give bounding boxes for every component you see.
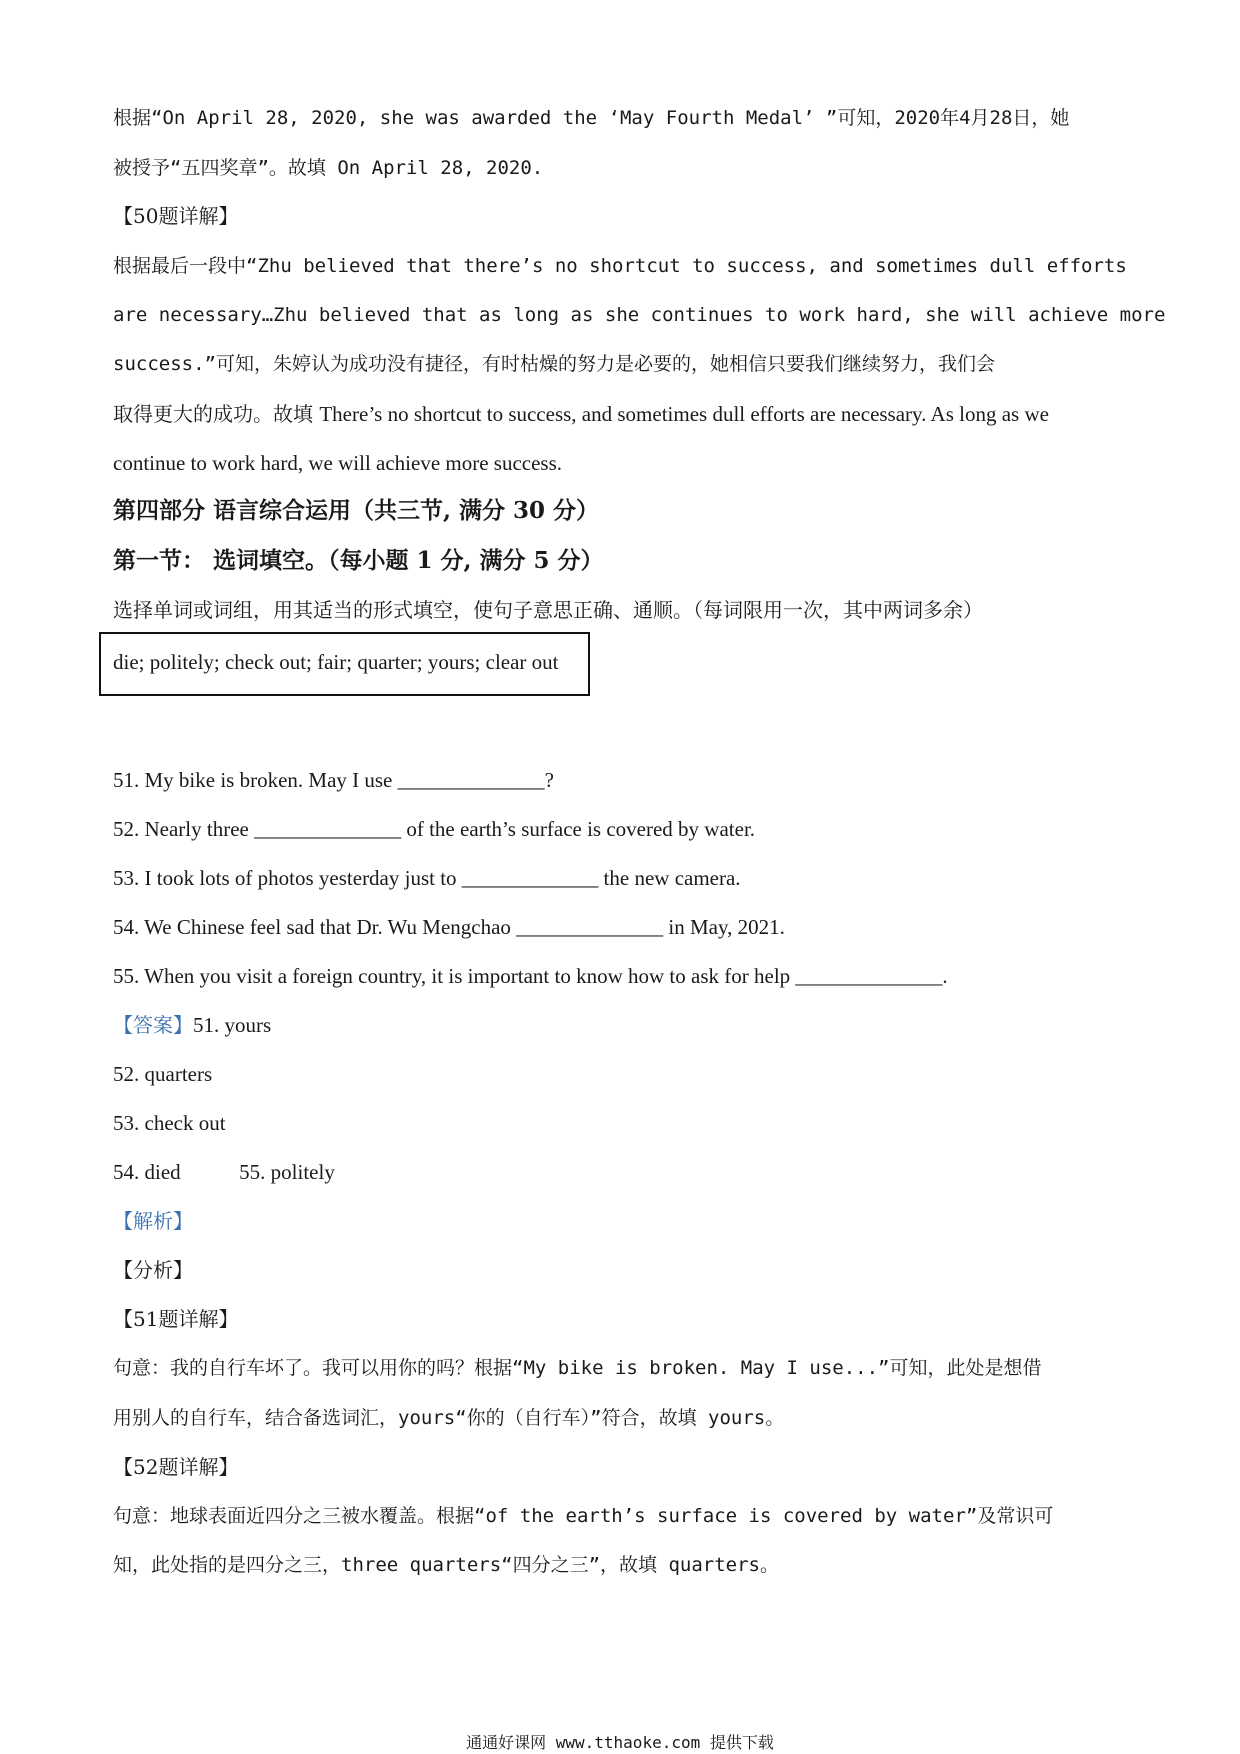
word-bank-box — [99, 632, 590, 696]
text-line: 知，此处指的是四分之三，three quarters“四分之三”，故填 quarters。 — [113, 1554, 779, 1576]
question-detail-heading: 【50题详解】 — [113, 204, 239, 228]
text-line — [113, 399, 1049, 429]
answer-label: 【答案】 — [113, 1013, 193, 1037]
text-line: 根据“On April 28, 2020, she was awarded the ‘May Fourth Medal’ ”可知，2020年4月28日，她 — [113, 107, 1070, 129]
answer-53: 53. check out — [113, 1111, 226, 1135]
answer-55: 55. politely — [239, 1160, 335, 1184]
analysis-label: 【解析】 — [113, 1209, 193, 1233]
subsection-title: 第一节： 选词填空。（每小题 1 分, 满分 5 分） — [113, 547, 604, 574]
text-line: 根据最后一段中“Zhu believed that there’s no shortcut to success, and sometimes dull efforts — [113, 255, 1127, 277]
answer-51: 51. yours — [193, 1013, 272, 1037]
text-cn: 取得更大的成功。故填 — [113, 402, 313, 426]
text-line: 句意：我的自行车坏了。我可以用你的吗？根据“My bike is broken. May I use...”可知，此处是想借 — [113, 1357, 1042, 1379]
question-53: 53. I took lots of photos yesterday just to _____________ the new camera. — [113, 866, 741, 890]
instruction: 选择单词或词组，用其适当的形式填空，使句子意思正确、通顺。（每词限用一次，其中两词多余） — [113, 598, 983, 622]
text-line: success.”可知，朱婷认为成功没有捷径，有时枯燥的努力是必要的，她相信只要我们继续努力，我们会 — [113, 353, 995, 375]
text-line: 用别人的自行车，结合备选词汇，yours“你的（自行车）”符合，故填 yours。 — [113, 1407, 785, 1429]
question-55: 55. When you visit a foreign country, it is important to know how to ask for help ______________. — [113, 964, 948, 988]
question-52: 52. Nearly three ______________ of the earth’s surface is covered by water. — [113, 817, 756, 841]
word-bank: die; politely; check out; fair; quarter; yours; clear out — [113, 650, 559, 674]
text-line: 句意：地球表面近四分之三被水覆盖。根据“of the earth’s surface is covered by water”及常识可 — [113, 1505, 1054, 1527]
answer-line — [113, 1157, 335, 1187]
question-54: 54. We Chinese feel sad that Dr. Wu Mengchao ______________ in May, 2021. — [113, 915, 785, 939]
text-line: 被授予“五四奖章”。故填 On April 28, 2020. — [113, 157, 544, 179]
answer-52: 52. quarters — [113, 1062, 213, 1086]
question-detail-heading: 【51题详解】 — [113, 1307, 239, 1331]
text-line: are necessary…Zhu believed that as long as she continues to work hard, she will achieve more — [113, 304, 1166, 326]
question-detail-heading: 【52题详解】 — [113, 1455, 239, 1479]
breakdown-label: 【分析】 — [113, 1258, 193, 1282]
section-title: 第四部分 语言综合运用（共三节, 满分 30 分） — [113, 497, 600, 524]
answer-line — [113, 1010, 271, 1040]
question-51: 51. My bike is broken. May I use ______________? — [113, 768, 554, 792]
footer-watermark: 通通好课网 www.tthaoke.com 提供下载 — [466, 1733, 774, 1752]
text-line: continue to work hard, we will achieve more success. — [113, 451, 563, 475]
answer-54: 54. died — [113, 1160, 181, 1184]
text-en: There’s no shortcut to success, and sometimes dull efforts are necessary. As long as we — [319, 402, 1049, 426]
